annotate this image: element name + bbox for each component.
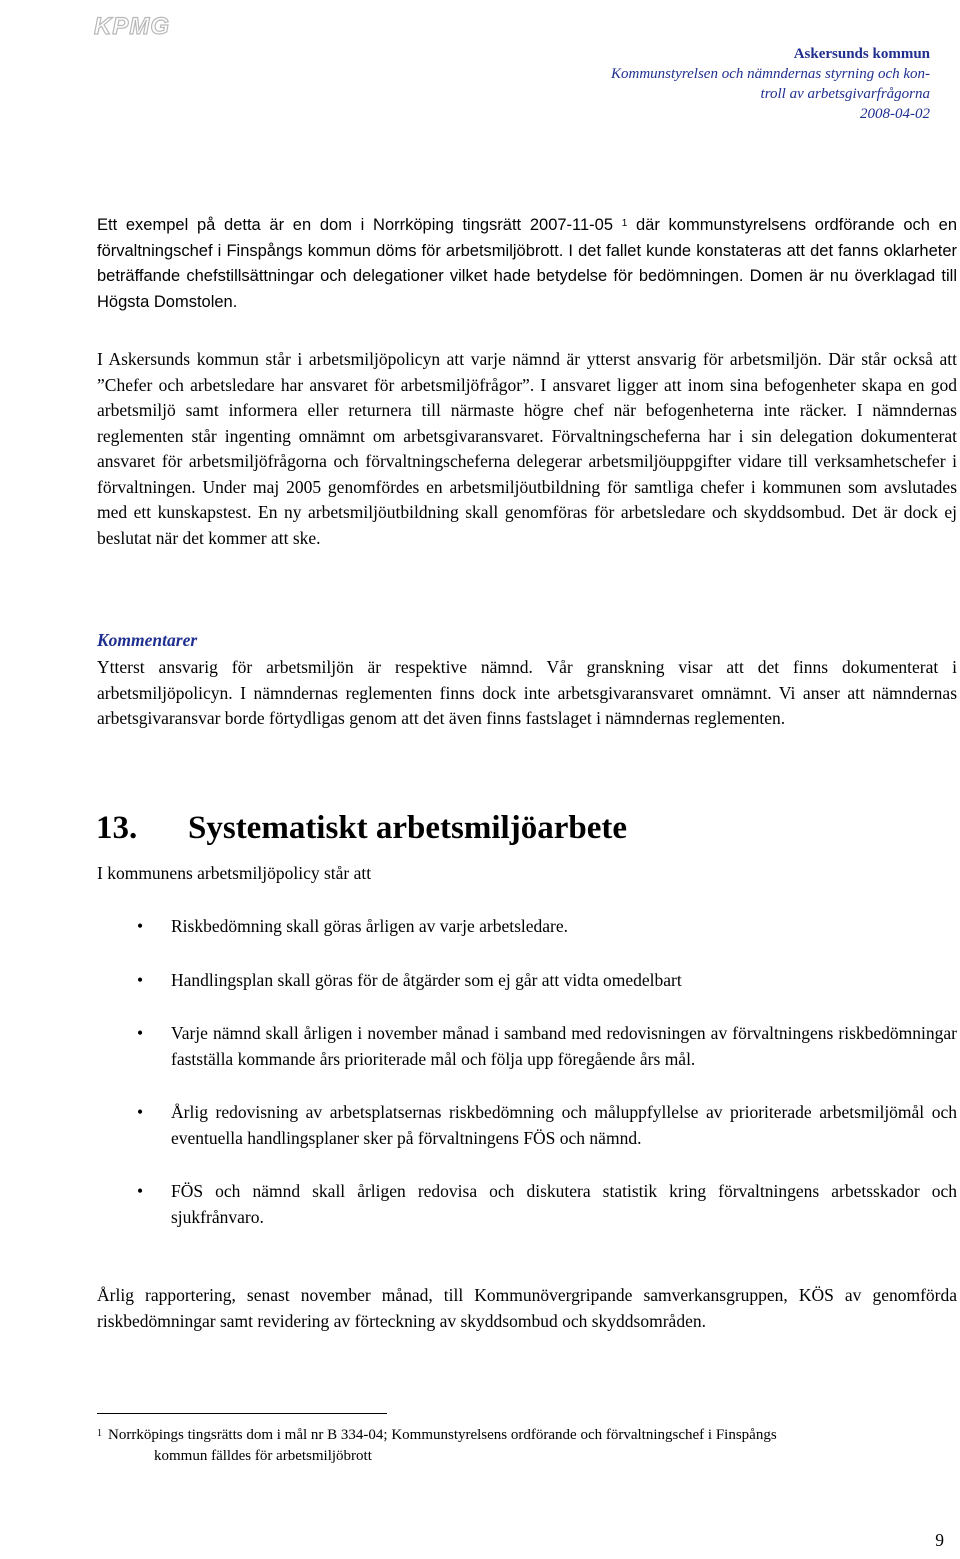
footnote: [97, 1425, 937, 1467]
paragraph-court-example: [97, 213, 957, 315]
bullet-icon: •: [137, 1102, 144, 1122]
list-item-text: Årlig redovisning av arbetsplatsernas riskbedömning och måluppfyllelse av prioriterade arbetsmiljömål och eventuella handlingsplaner sker på förvaltningens FÖS och nämnd.: [171, 1102, 957, 1148]
section-heading: [96, 810, 627, 847]
page-number: 9: [935, 1530, 944, 1550]
header-organization: Askersunds kommun: [793, 46, 930, 62]
list-item: [97, 1021, 957, 1072]
header-document-title-line2: troll av arbetsgivarfrågorna: [760, 86, 930, 102]
paragraph-comments: Ytterst ansvarig för arbetsmiljön är respektive nämnd. Vår granskning visar att det finns dokumenterat i arbetsmiljöpolicyn. I nämndernas reglementen finns dock inte arbetsgivaransvaret omnämnt. Vi anser att nämndernas arbetsgivaransvar borde förtydligas genom att det även finns fastslaget i nämndernas reglementen.: [97, 657, 957, 728]
list-item-text: FÖS och nämnd skall årligen redovisa och diskutera statistik kring förvaltningens arbetsskador och sjukfrånvaro.: [171, 1181, 957, 1227]
comments-heading: Kommentarer: [97, 630, 198, 650]
paragraph-text: där kommunstyrelsens ordförande och en förvaltningschef i Finspångs kommun döms för arbetsmiljöbrott. I det fallet kunde konstateras att det fanns oklarheter beträffande chefstillsättningar och delegationer vilket hade betydelse för bedömningen. Domen är nu överklagad till Högsta Domstolen.: [97, 216, 957, 311]
section-number: 13.: [96, 810, 138, 846]
bullet-icon: •: [137, 1023, 144, 1043]
paragraph-text: Ett exempel på detta är en dom i Norrköping tingsrätt 2007-11-05: [97, 216, 622, 234]
list-item-text: Varje nämnd skall årligen i november månad i samband med redovisningen av förvaltningens riskbedömningar fastställa kommande års prioriterade mål och följa upp föregående års mål.: [171, 1023, 957, 1069]
list-item: [97, 1100, 957, 1151]
bullet-icon: •: [137, 916, 144, 936]
footnote-number: 1: [97, 1428, 102, 1439]
kpmg-logo: [92, 12, 178, 40]
list-item: [97, 1179, 957, 1230]
list-item-text: Handlingsplan skall göras för de åtgärder som ej går att vidta omedelbart: [171, 969, 682, 990]
header-document-title-line1: Kommunstyrelsen och nämndernas styrning och kon-: [611, 66, 930, 82]
footnote-reference[interactable]: 1: [621, 218, 628, 229]
section-title: Systematiskt arbetsmiljöarbete: [188, 810, 627, 846]
svg-text:KPMG: KPMG: [94, 13, 170, 40]
paragraph-policy: I Askersunds kommun står i arbetsmiljöpolicyn att varje nämnd är ytterst ansvarig för arbetsmiljön. Där står också att ”Chefer och arbetsledare har ansvaret för arbetsmiljöfrågor”. I ansvaret ligger att inom sina befogenheter skapa en god arbetsmiljö samt informera eller returnera till närmaste högre chef när befogenheterna inte räcker. I nämndernas reglementen står ingenting omnämnt om arbetsgivaransvaret. Förvaltningscheferna har i sin delegation dokumenterat ansvaret för arbetsmiljöfrågorna och förvaltningscheferna delegerar arbetsmiljöuppgifter vidare till verksamhetschefer i förvaltningen. Under maj 2005 genomfördes en arbetsmiljöutbildning för samtliga chefer i kommunen som avslutades med ett kunskapstest. En ny arbetsmiljöutbildning skall genomföras för arbetsledare och skyddsombud. Det är dock ej beslutat när det kommer att ske.: [97, 349, 957, 548]
footnote-text-line2: kommun fälldes för arbetsmiljöbrott: [154, 1448, 372, 1464]
header-date: 2008-04-02: [860, 106, 930, 122]
footnote-separator: [97, 1413, 387, 1414]
paragraph-policy-intro: I kommunens arbetsmiljöpolicy står att: [97, 863, 372, 883]
bullet-icon: •: [137, 969, 144, 990]
list-item: [97, 968, 957, 994]
list-item: [97, 914, 957, 940]
policy-bullet-list: [97, 914, 957, 1230]
page-header: [500, 44, 930, 124]
footnote-text-line1: Norrköpings tingsrätts dom i mål nr B 334-04; Kommunstyrelsens ordförande och förvaltningschef i Finspångs: [108, 1427, 777, 1443]
paragraph-annual-reporting: Årlig rapportering, senast november månad, till Kommunövergripande samverkansgruppen, KÖS av genomförda riskbedömningar samt revidering av förteckning av skyddsombud och skyddsområden.: [97, 1285, 957, 1331]
bullet-icon: •: [137, 1181, 144, 1201]
list-item-text: Riskbedömning skall göras årligen av varje arbetsledare.: [171, 916, 569, 936]
